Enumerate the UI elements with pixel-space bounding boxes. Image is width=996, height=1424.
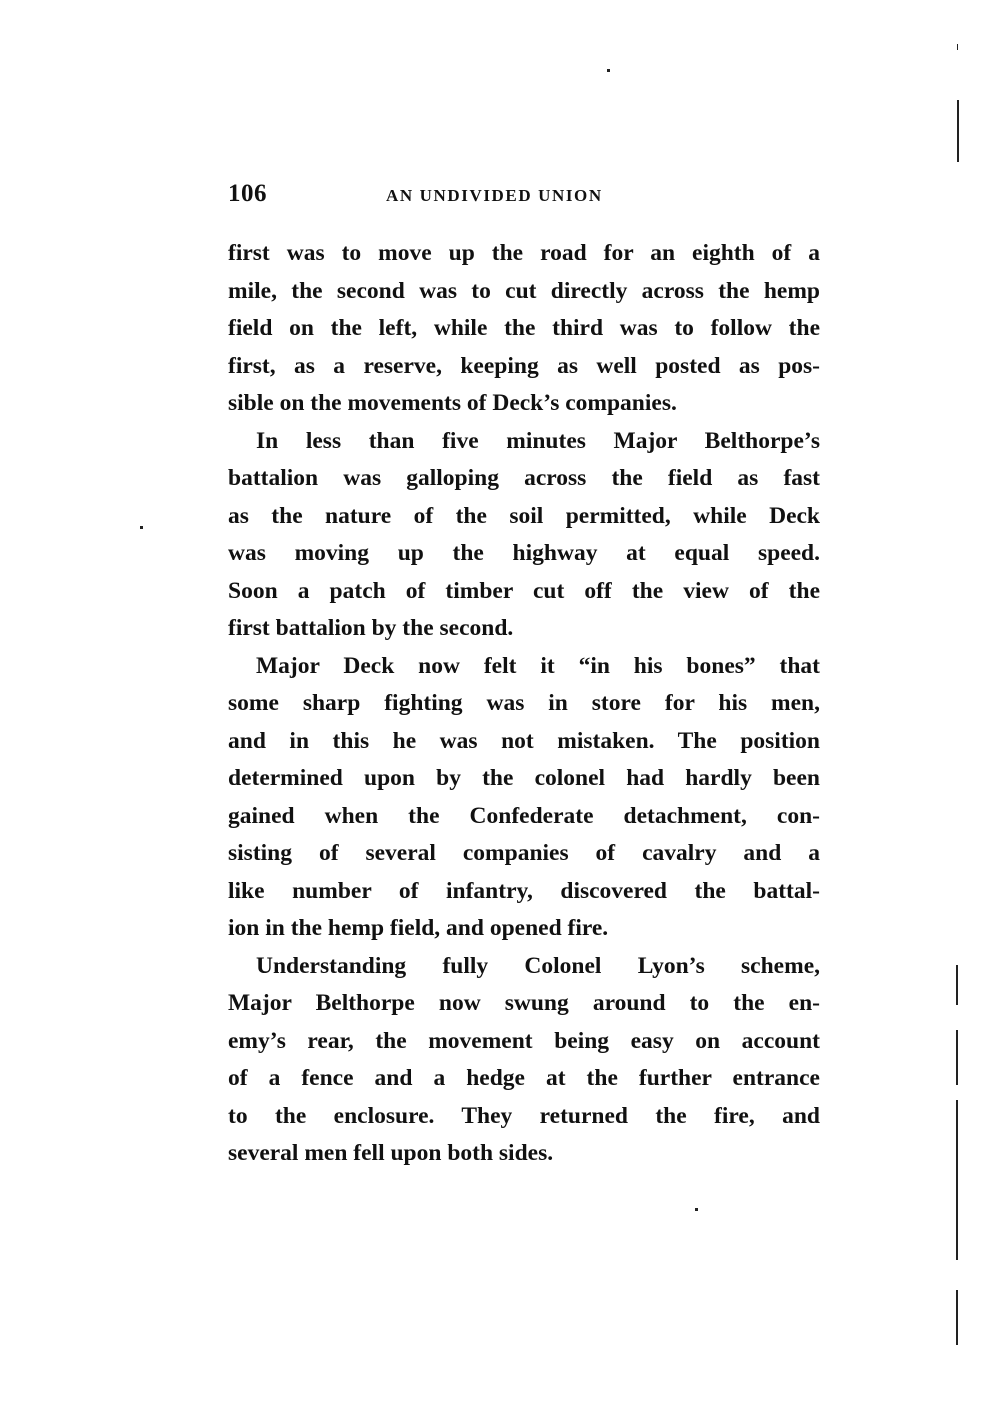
running-title: AN UNDIVIDED UNION <box>386 186 603 205</box>
text-line: gained when the Confederate detachment, con- <box>228 802 820 829</box>
scan-speck <box>607 69 610 72</box>
paragraph <box>228 648 820 948</box>
text-line: some sharp fighting was in store for his men, <box>228 690 820 716</box>
text-line: first battalion by the second. <box>228 615 514 641</box>
text-line: battalion was galloping across the field as fast <box>228 465 820 491</box>
scan-edge-mark <box>956 1030 958 1085</box>
text-line: In less than five minutes Major Belthorpe’s <box>256 427 820 454</box>
paragraph <box>228 948 820 1173</box>
text-line: and in this he was not mistaken. The position <box>228 727 820 754</box>
text-line: field on the left, while the third was to follow the <box>228 315 820 341</box>
text-line: determined upon by the colonel had hardly been <box>228 765 820 791</box>
text-line: Understanding fully Colonel Lyon’s scheme, <box>256 952 820 979</box>
scan-edge-mark <box>956 1290 958 1345</box>
scan-edge-mark <box>956 965 958 1005</box>
scan-speck <box>695 1208 698 1211</box>
text-line: first, as a reserve, keeping as well posted as pos- <box>228 352 820 379</box>
text-line: several men fell upon both sides. <box>228 1140 554 1166</box>
text-line: sisting of several companies of cavalry and a <box>228 840 820 866</box>
scan-edge-mark <box>957 100 959 162</box>
text-line: emy’s rear, the movement being easy on account <box>228 1027 820 1054</box>
scan-speck <box>140 526 143 529</box>
paragraph <box>228 235 820 423</box>
running-head <box>228 180 820 216</box>
text-line: mile, the second was to cut directly across the hemp <box>228 277 820 304</box>
text-line: like number of infantry, discovered the battal- <box>228 877 820 904</box>
scan-edge-mark <box>956 1100 958 1260</box>
text-line: first was to move up the road for an eighth of a <box>228 240 820 266</box>
body-text <box>228 235 820 1173</box>
text-line: Major Belthorpe now swung around to the en- <box>228 990 820 1016</box>
text-line: of a fence and a hedge at the further entrance <box>228 1065 820 1091</box>
text-line: was moving up the highway at equal speed. <box>228 540 820 566</box>
text-line: to the enclosure. They returned the fire, and <box>228 1102 820 1129</box>
text-line: as the nature of the soil permitted, while Deck <box>228 502 820 529</box>
scan-edge-mark <box>957 44 958 50</box>
page-number: 106 <box>228 180 267 207</box>
text-line: Soon a patch of timber cut off the view of the <box>228 577 820 604</box>
text-line: sible on the movements of Deck’s companies. <box>228 390 677 416</box>
text-line: Major Deck now felt it “in his bones” that <box>256 652 820 679</box>
paragraph <box>228 423 820 648</box>
text-line: ion in the hemp field, and opened fire. <box>228 915 609 941</box>
